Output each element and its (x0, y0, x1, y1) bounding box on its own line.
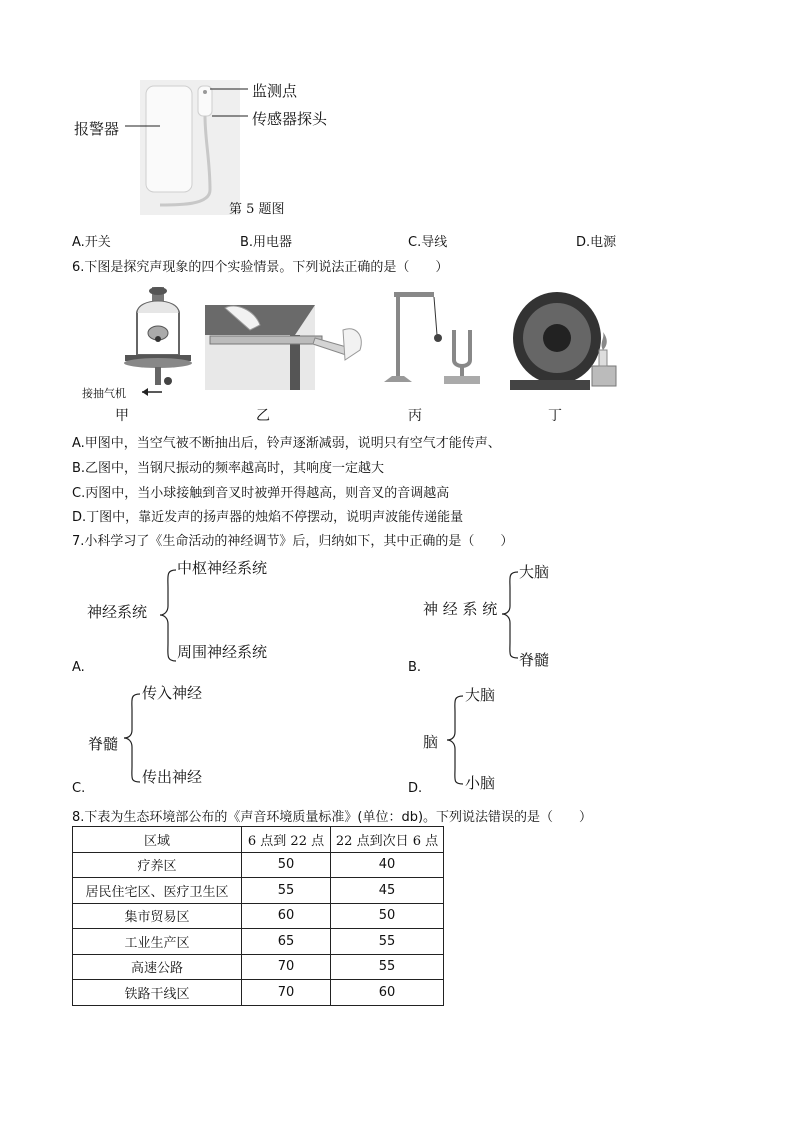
cell-day: 65 (242, 929, 331, 955)
q5-option-a: A.开关 (72, 235, 111, 250)
noise-standard-table (72, 826, 444, 1006)
label-monitor-point: 监测点 (252, 82, 298, 100)
q7a-letter: A. (72, 660, 85, 675)
q7c-brace (122, 692, 142, 784)
alarm-leader-lines (120, 80, 260, 140)
table-row (73, 929, 444, 955)
label-yi: 乙 (256, 408, 270, 424)
q7a-brace (158, 568, 178, 663)
cell-region: 铁路干线区 (73, 980, 242, 1006)
q6-option-d: D.丁图中，靠近发声的扬声器的烛焰不停摆动，说明声波能传递能量 (72, 510, 464, 525)
q7d-root: 脑 (423, 733, 439, 751)
cell-night: 60 (331, 980, 444, 1006)
figure-caption: 第 5 题图 (229, 202, 285, 217)
cell-region: 疗养区 (73, 852, 242, 878)
q7b-root: 神 经 系 统 (423, 600, 498, 618)
q7c-root: 脊髓 (88, 735, 119, 753)
label-alarm: 报警器 (74, 120, 120, 138)
cell-night: 45 (331, 878, 444, 904)
q7d-brace (445, 694, 465, 786)
table-row (73, 852, 444, 878)
bell-jar-experiment (80, 283, 195, 398)
label-bing: 丙 (408, 408, 422, 424)
label-jia: 甲 (115, 408, 129, 424)
label-ding: 丁 (548, 408, 562, 424)
header-day: 6 点到 22 点 (242, 827, 331, 853)
q5-option-d: D.电源 (576, 235, 617, 250)
cell-day: 55 (242, 878, 331, 904)
q7c-letter: C. (72, 781, 86, 796)
cell-day: 50 (242, 852, 331, 878)
cell-night: 55 (331, 954, 444, 980)
q7b-top: 大脑 (519, 563, 550, 581)
q6-option-a: A.甲图中，当空气被不断抽出后，铃声逐渐减弱，说明只有空气才能传声、 (72, 436, 501, 451)
cell-day: 70 (242, 980, 331, 1006)
cell-region: 工业生产区 (73, 929, 242, 955)
table-row (73, 878, 444, 904)
cell-region: 居民住宅区、医疗卫生区 (73, 878, 242, 904)
table-row (73, 954, 444, 980)
q7a-root: 神经系统 (87, 603, 148, 621)
q7a-top: 中枢神经系统 (177, 559, 268, 577)
cell-region: 集市贸易区 (73, 903, 242, 929)
q5-option-c: C.导线 (408, 235, 448, 250)
cell-night: 40 (331, 852, 444, 878)
table-row (73, 980, 444, 1006)
table-row (73, 903, 444, 929)
pump-label: 接抽气机 (82, 387, 126, 400)
pump-arrow (140, 386, 166, 398)
ruler-experiment (205, 300, 370, 395)
q7d-top: 大脑 (465, 686, 496, 704)
q7a-bottom: 周围神经系统 (177, 643, 268, 661)
cell-day: 70 (242, 954, 331, 980)
speaker-experiment (505, 288, 625, 393)
q7-stem: 7.小科学习了《生命活动的神经调节》后，归纳如下，其中正确的是（ ） (72, 534, 514, 549)
cell-day: 60 (242, 903, 331, 929)
q7c-top: 传入神经 (142, 684, 203, 702)
q7d-bottom: 小脑 (465, 774, 496, 792)
header-region: 区域 (73, 827, 242, 853)
header-night: 22 点到次日 6 点 (331, 827, 444, 853)
q7d-letter: D. (408, 781, 423, 796)
q6-option-b: B.乙图中，当钢尺振动的频率越高时，其响度一定越大 (72, 461, 385, 476)
q7c-bottom: 传出神经 (142, 768, 203, 786)
q6-stem: 6.下图是探究声现象的四个实验情景。下列说法正确的是（ ） (72, 260, 449, 275)
label-sensor-probe: 传感器探头 (252, 110, 328, 128)
table-header-row (73, 827, 444, 853)
q5-option-b: B.用电器 (240, 235, 293, 250)
tuning-fork-experiment (380, 290, 490, 390)
q6-option-c: C.丙图中，当小球接触到音叉时被弹开得越高，则音叉的音调越高 (72, 486, 450, 501)
q7b-brace (500, 570, 520, 660)
q7b-bottom: 脊髓 (519, 651, 550, 669)
cell-night: 55 (331, 929, 444, 955)
q8-stem: 8.下表为生态环境部公布的《声音环境质量标准》(单位：db)。下列说法错误的是（ ） (72, 810, 593, 825)
cell-region: 高速公路 (73, 954, 242, 980)
cell-night: 50 (331, 903, 444, 929)
q7b-letter: B. (408, 660, 422, 675)
